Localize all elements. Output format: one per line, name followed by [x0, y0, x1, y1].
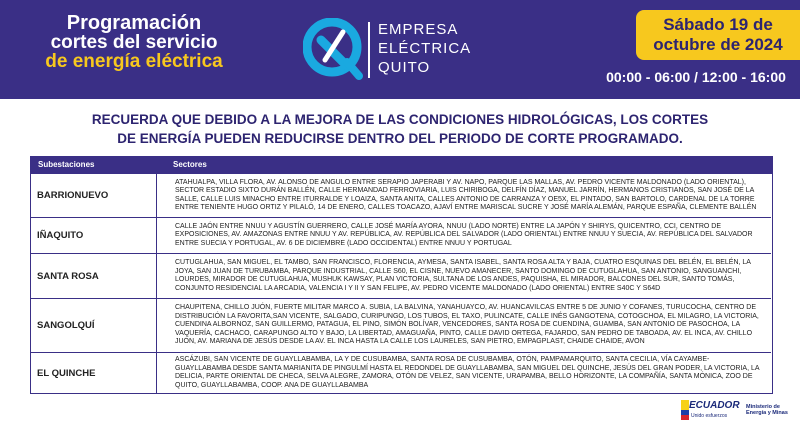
sectors-list: CHAUPITENA, CHILLO JUÓN, FUERTE MILITAR MARCO A. SUBIA, LA BALVINA, YANAHUAYCO, AV. HUANCAVILCAS ENTRE 5 DE JUNIO Y COFANES, TURUCOCHA, CENTRO DE DISTRIBUCIÓN LA FAVORITA,SAN VICENTE, SALGADO, CURIPUNGO, LOS TUBOS, EL TAXO, PULINCATE, CALLE INÉS GANGOTENA, COTOGCHOA, EL MILAGRO, LA VICTORIA, CUENDINA ALBORNOZ, SAN GUILLERMO, PATAGUA, EL PINO, SIMÓN BOLÍVAR, VENCEDORES, SANTA ROSA DE CUENDINA, GUAMBA, SAN ANTONIO DE PASOCHOA, LA VAQUERÍA, CACHACO, CARAPUNGO ALTO Y BAJO, LA LIBERTAD, AMAGUAÑA, PINTO, CALLE DAVID ORTEGA, FAJARDO, SAN PEDRO DE TABOADA, AV. EL INCA, AV. CHILLO JUÓN, AV. MARIANA DE JESÚS DESDE LA AV. EL INCA HASTA LA CALLE LOS LAURELES, SAN PIETRO, EMPAGPLAST, CHAIDE CHAIDE, AVON: [156, 299, 771, 352]
ecuador-brand-sub: Unido esfuerzos: [691, 413, 728, 419]
substation-name: SANTA ROSA: [37, 270, 99, 282]
ecuador-brand: ECUADOR: [689, 400, 740, 411]
company-name: [378, 20, 471, 77]
date-line-2: octubre de 2024: [653, 35, 783, 54]
time-range: 00:00 - 06:00 / 12:00 - 16:00: [606, 69, 786, 85]
sectors-list: CALLE JAÓN ENTRE NNUU Y AGUSTÍN GUERRERO, CALLE JOSÉ MARÍA AYORA, NNUU (LADO NORTE) ENTRE LA JAPÓN Y SHIRYS, QUICENTRO, CCI, CENTRO DE EXPOSICIONES, AV. AMAZONAS ENTRE NNUU Y AV. REPÚBLICA, AV. REPÚBLICA DEL SALVADOR (LADO ORIENTAL) ENTRE NNUU Y SUECIA, AV. REPÚBLICA DEL SALVADOR ENTRE SUECIA Y PORTUGAL, AV. 6 DE DICIEMBRE (LADO OCCIDENTAL) ENTRE NNUU Y PORTUGAL: [156, 218, 771, 253]
sectors-list: ATAHUALPA, VILLA FLORA, AV. ALONSO DE ANGULO ENTRE SERAPIO JAPERABI Y AV. NAPO, PARQUE LAS MALLAS, AV. PEDRO VICENTE MALDONADO (LADO ORIENTAL), SECTOR ESTADIO SIXTO DURÁN BALLÉN, CALLE HERMANDAD FERROVIARIA, LUIS CHIRIBOGA, DELFÍN DÍAZ, MANUEL JARRÍN, HERMANOS CRISTIANOS, SAN JOSÉ DE LA SALLE, CALLE LUIS MINACHO ENTRE ITURRALDE Y LOAIZA, SANTA ANITA, CALLES ANTONIO DE CARRANZA Y OE5X, EL PINTADO, SAN BARTOLO, CARDENAL DE LA TORRE ENTRE TENIENTE HUGO ORTIZ Y PILALÓ, 14 DE ENERO, CALLES TOACAZO, AJAVÍ ENTRE MARISCAL SUCRE Y JOSÉ MARÍA ALEMÁN, PARQUE ESPAÑA, CLEMENTE BALLÉN: [156, 174, 771, 217]
company-logo-icon: [303, 18, 363, 80]
notice-line-1: RECUERDA QUE DEBIDO A LA MEJORA DE LAS CONDICIONES HIDROLÓGICAS, LOS CORTES: [91, 112, 709, 127]
table-row: [31, 353, 771, 393]
company-line-3: QUITO: [378, 59, 431, 76]
table-row: [31, 254, 771, 299]
outage-table: [30, 173, 773, 394]
substation-name: BARRIONUEVO: [37, 190, 109, 201]
notice-text: [0, 110, 800, 148]
table-row: [31, 218, 771, 254]
title-line-1: Programación: [66, 12, 202, 34]
ecuador-flag-icon: [681, 400, 689, 420]
ministry-line-2: Energía y Minas: [746, 410, 788, 416]
table-header: [30, 156, 773, 173]
substation-name: SANGOLQUÍ: [37, 320, 95, 331]
table-row: [31, 174, 771, 218]
company-line-2: ELÉCTRICA: [378, 40, 472, 57]
title-line-2: cortes del servicio: [50, 32, 218, 53]
date-line-1: Sábado 19 de: [663, 15, 773, 34]
company-line-1: EMPRESA: [378, 21, 459, 38]
title-line-3: de energía eléctrica: [45, 51, 223, 72]
substation-name: EL QUINCHE: [37, 367, 96, 379]
header-title: [34, 14, 234, 71]
substation-name: IÑAQUITO: [37, 230, 84, 241]
sectors-list: ASCÁZUBI, SAN VICENTE DE GUAYLLABAMBA, LA Y DE CUSUBAMBA, SANTA ROSA DE CUSUBAMBA, OTÓN, PAMPAMARQUITO, SANTA CECILIA, VÍA CAYAMBE-GUAYLLABAMBA DESDE SANTA MARIANITA DE PINGULMÍ HASTA EL REDONDEL DE GUAYLLABAMBA, SAN MIGUEL DEL QUINCHE, JESÚS DEL GRAN PODER, LA VICTORIA, LA DELICIA, PARTE ORIENTAL DE CHECA, SELVA ALEGRE, ZAMORA, OTÓN DE VELEZ, SAN VICENTE, URAPAMBA, BELLO HORIZONTE, LA COMPAÑÍA, SANTA MÓNICA, ZOO DE QUITO, GUAYLLABAMBA, COOP. ANA DE GUAYLLABAMBA: [156, 353, 771, 393]
column-header-substations: Subestaciones: [38, 160, 95, 169]
ministry-name: [746, 404, 788, 416]
sectors-list: CUTUGLAHUA, SAN MIGUEL, EL TAMBO, SAN FRANCISCO, FLORENCIA, AYMESA, SANTA ISABEL, SANTA ROSA ALTA Y BAJA, CUATRO ESQUINAS DEL BELÉN, EL BELÉN, LA JOYA, SAN JUAN DE TURUBAMBA, PARQUE INDUSTRIAL, CALLE S60, EL CISNE, NUEVO AMANECER, SANTO DOMINGO DE CUTUGLAHUA, SAN ANTONIO, SANGUANCHI, LOURDES, MIRADOR DE CUTUGLAHUA, MUSHUK KAWSAY, PLAN VICTORIA, SULTANA DE LOS ANDES, PAQUISHA, EL MIRADOR, BALCONES DEL SUR, SANTO TOMÁS, CONJUNTO RESIDENCIAL LA ARCADIA, VALENCIA I Y II Y SAN FELIPE, AV. PEDRO VICENTE MALDONADO (LADO ORIENTAL) ENTRE S40C Y S64D: [156, 254, 771, 298]
table-row: [31, 299, 771, 353]
header-banner: [0, 0, 800, 99]
column-header-sectors: Sectores: [173, 160, 207, 169]
ministry-line-1: Ministerio de: [746, 404, 780, 410]
notice-line-2: DE ENERGÍA PUEDEN REDUCIRSE DENTRO DEL PERIODO DE CORTE PROGRAMADO.: [117, 131, 683, 146]
date-badge: [636, 10, 800, 60]
logo-divider: [368, 22, 370, 78]
date-text: [636, 15, 800, 55]
